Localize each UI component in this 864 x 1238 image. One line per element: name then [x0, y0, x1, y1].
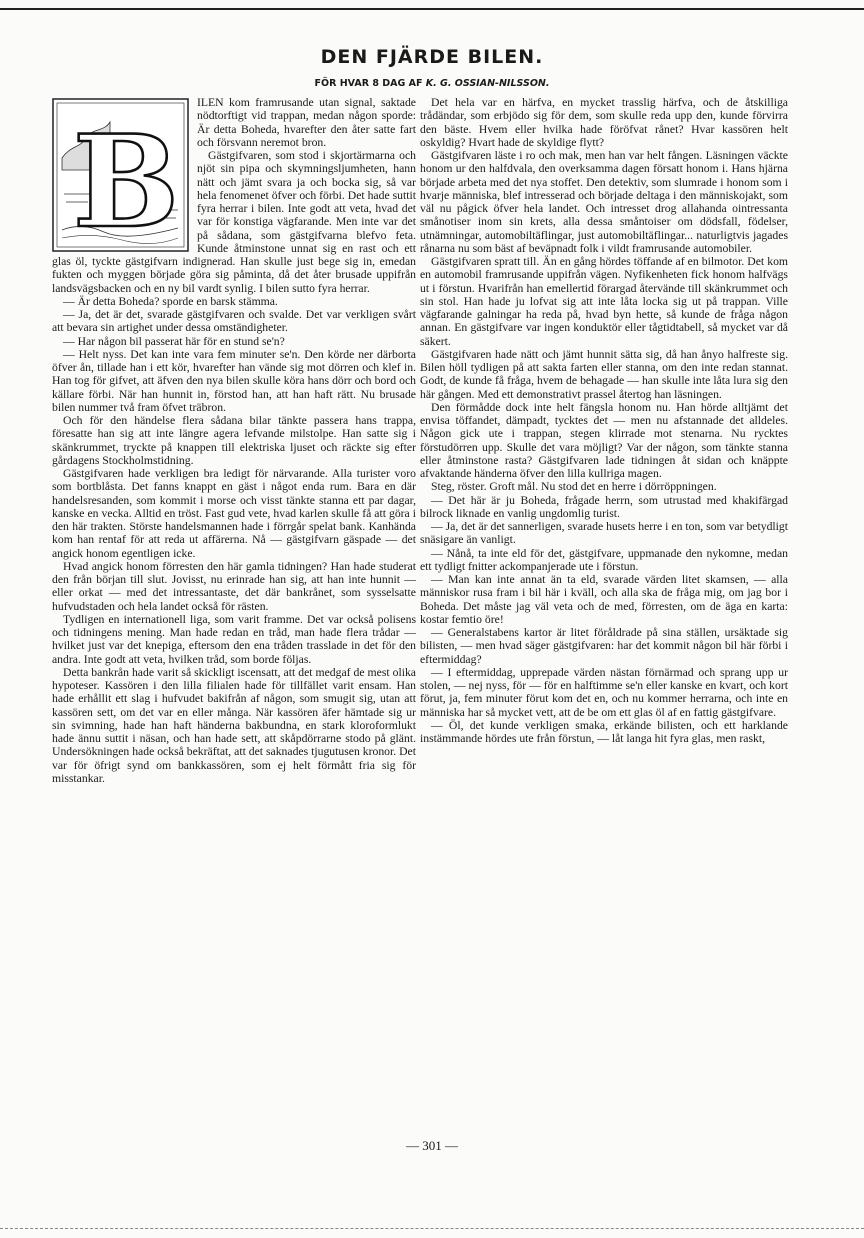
- paragraph: ILEN kom framrusande utan signal, saktade nödtorftigt vid trappan, medan någon sporde: Är detta Boheda, hvarefter den åter satte fart och försvann neremot bron.: [197, 96, 416, 149]
- initial-letter: B: [72, 108, 180, 252]
- paragraph: Hvad angick honom förresten den här gamla tidningen? Han hade studerat den från början till slut. Jovisst, nu erinrade han sig, att han inte hunnit — eller orkat — med det intressantaste, det där bankrånet, som sysselsatte hufvudstaden och hela landet också för rästen.: [52, 559, 416, 613]
- paragraph: — Ja, det är det, svarade gästgifvaren och svalde. Det var verkligen svårt att bevara sin artighet under dessa omständigheter.: [52, 308, 416, 335]
- paragraph: — Ja, det är det sannerligen, svarade husets herre i en ton, som var betydligt snäsigare än vanligt.: [420, 520, 788, 547]
- paragraph: Tydligen en internationell liga, som varit framme. Det var också polisens och tidningens mening. Man hade redan en tråd, man hade flera trådar — hvilket just var det knepiga, eftersom den ena tråden trasslade in det för den andra. Inte godt att veta, hvilken tråd, som borde följas.: [52, 612, 416, 666]
- left-column: [52, 96, 416, 785]
- byline: [0, 78, 864, 89]
- paragraph: — Man kan inte annat än ta eld, svarade värden litet skamsen, — alla människor rusa fram i bil här i kväll, och alla ska de fråga mig, om jag bor i Boheda. Det måste jag väl veta och de med, förresten, om de äga en karta: kostar femtio öre!: [420, 573, 788, 626]
- byline-prefix: FÖR HVAR 8 DAG AF: [314, 78, 423, 89]
- paragraph: — Öl, det kunde verkligen smaka, erkände bilisten, och ett harklande instämmande hördes ute från förstun, — låt langa hit fyra glas, men raskt,: [420, 718, 788, 745]
- paragraph: Gästgifvaren läste i ro och mak, men han var helt fången. Läsningen väckte honom ur den halfdvala, den overksamma dagen försatt honom i. Hans hjärna började arbeta med det nya stoffet. Den detektiv, som slumrade i honom som i hvarje människa, blef intresserad och började deltaga i den människojakt, som väl nu pågick öfver hela landet. Och intresset drog allahanda ointressanta smånotiser inom sin krets, alla dessa småntoiser om dödsfall, födelser, utnämningar, automobiltäflingar, just automobiltäflingar... naturligtvis jagades rånarna nu som bäst af beväpnadt folk i vildt framrusande automobiler.: [420, 149, 788, 255]
- paragraph: Och för den händelse flera sådana bilar tänkte passera hans trappa, föresatte han sig att inte längre agera lefvande milstolpe. Han satte sig i skänkrummet, tryckte på knappen till elektriska ljuset och räckte sig efter gårdagens Stockholmstidning.: [52, 414, 416, 467]
- byline-author: K. G. OSSIAN-NILSSON.: [425, 78, 550, 89]
- decorative-initial-b: [52, 98, 189, 252]
- paragraph: Det hela var en härfva, en mycket trasslig härfva, och de åtskilliga trådändar, som erbjödo sig för dem, som skulle reda upp den, kunde förvirra den bäste. Hvem eller hvilka hade föröfvat rånet? Hvar kassören helt oskyldig? Hvart hade de skyldige flytt?: [420, 96, 788, 149]
- paragraph: Gästgifvaren spratt till. Än en gång hördes töffande af en bilmotor. Det kom en automobil framrusande uppifrån vägen. Nyfikenheten fick honom halfvägs ut i förstun. Hvarifrån han emellertid förargad återvände till skänkrummet och sin stol. Han hade ju lofvat sig att inte låta locka sig ut på trappan. Ville vägfarande galningar ha reda på, hvad byn hette, så kunde de fråga någon annan. En gästgifvare var ingen konduktör eller tågtidtabell, så mycket var då säkert.: [420, 255, 788, 348]
- paragraph: Steg, röster. Groft mål. Nu stod det en herre i dörröppningen.: [431, 480, 717, 494]
- article-title: DEN FJÄRDE BILEN.: [320, 46, 544, 68]
- paragraph: — Har någon bil passerat här för en stund se'n?: [63, 334, 285, 348]
- paragraph: — Generalstabens kartor är litet föråldrade på sina ställen, ursäktade sig bilisten, — men hvad säger gästgifvaren: har det kommit någon bil här förbi i eftermiddag?: [420, 626, 788, 666]
- page-number: — 301 —: [406, 1138, 458, 1153]
- paragraph: Gästgifvaren, som stod i skjortärmarna och njöt sin pipa och skymningsljumheten, hann nätt och jämt svara ja och bocka sig, så var hela fenomenet öfver och förbi. Det hade suttit fyra herrar i bilen. Inte godt att veta, hvad det var för konstiga vägfarande. Men inte var det på sådana, som gästgifvarna blefvo feta. Kunde åtminstone unnat sig en rast och ett glas öl, tyckte gästgifvarn indignerad. Han skulle just bege sig in, emedan fukten och myggen började göra sig påminta, då det åter brusade uppifrån landsvägsbacken och en ny bil vardt synlig. I bilen sutto fyra herrar.: [52, 149, 416, 295]
- top-rule: [0, 8, 864, 10]
- paragraph: — I eftermiddag, upprepade värden nästan förnärmad och sprang upp ur stolen, — nej nyss, för — för en halftimme se'n eller kanske en kvart, och kort förut, ja, fem minuter förut kom det en, och nu kommer herrarna, och inte en människa har så mycket vett, att de be om ett glas öl af en fattig gästgifvare.: [420, 665, 788, 719]
- paragraph: Detta bankrån hade varit så skickligt iscensatt, att det medgaf de mest olika hypoteser. Kassören i den lilla filialen hade för tillfället varit ensam. Han hade erhållit ett slag i hufvudet bakifrån af någon, som smugit sig, utan att kassören sett, om det var en eller många. När kassören äfer hämtade sig ur sin svimning, hade han haft händerna bakbundna, en stark kloroformlukt hade ännu suttit i näsan, och han hade sett, att skåpdörrarne stodo på glänt. Undersökningen hade också bekräftat, att det saknades tjugutusen kronor. Det var för öfrigt synd om bankkassören, som ej helt förmått fria sig för misstankar.: [52, 665, 416, 785]
- right-column: [420, 96, 788, 745]
- paragraph: — Är detta Boheda? sporde en barsk stämma.: [63, 294, 278, 308]
- scan-edge: [0, 1228, 864, 1230]
- paragraph: Gästgifvaren hade nätt och jämt hunnit sätta sig, då han ånyo halfreste sig. Bilen höll tydligen på att sakta farten eller stanna, om den inte redan stannat. Godt, de kunde få fråga, hvem de behagade — han skulle inte låta lura sig den här gången. Med ett demonstrativt prassel återtog han läsningen.: [420, 347, 788, 401]
- paragraph: — Nånå, ta inte eld för det, gästgifvare, uppmanade den nykomne, medan ett tydligt fnitter ackompanjerade ute i förstun.: [420, 546, 788, 573]
- paragraph: — Helt nyss. Det kan inte vara fem minuter se'n. Den körde ner därborta öfver ån, tillade han i ett kör, hvarefter han vände sig mot dörren och klef in. Han tog för gifvet, att äfven den nya bilen skulle köra hans dörr och bord och källare förbi. När han hunnit in, förstod han, att han haft rätt. Nu brusade bilen nummer två fram öfvet träbron.: [52, 347, 416, 414]
- paragraph: Gästgifvaren hade verkligen bra ledigt för närvarande. Alla turister voro som bortblåsta. Det fanns knappt en gäst i något enda rum. Bara en där handelsresanden, som kommit i morse och visst tänkte stanna ett par dagar, kanske en vecka. Alltid en tröst. Fast gud vete, hvad karlen skulle få att göra i den här trakten. Störste handelsmannen hade i förrgår spelat bank. Kanhända kom han rentaf för att reda ut affärerna. Nå — gästgifvarn gäspade — det angick honom egentligen icke.: [52, 467, 416, 560]
- paragraph: — Det här är ju Boheda, frågade herrn, som utrustad med khakifärgad bilrock liknade en vanlig ungdomlig turist.: [420, 493, 788, 520]
- paragraph: Den förmådde dock inte helt fängsla honom nu. Han hörde alltjämt det envisa töffandet, dämpadt, tycktes det — men nu afstannade det alldeles. Någon gick ute i trappan, stegen klirrade mot stenarna. Nu rycktes förstudörren upp. Skulle det vara möjligt? Var der någon, som tänkte stanna eller åtminstone rasta? Gästgifvaren lade tidningen åt sidan och knäppte afvaktande händerna öfver den lilla kullriga magen.: [420, 400, 788, 480]
